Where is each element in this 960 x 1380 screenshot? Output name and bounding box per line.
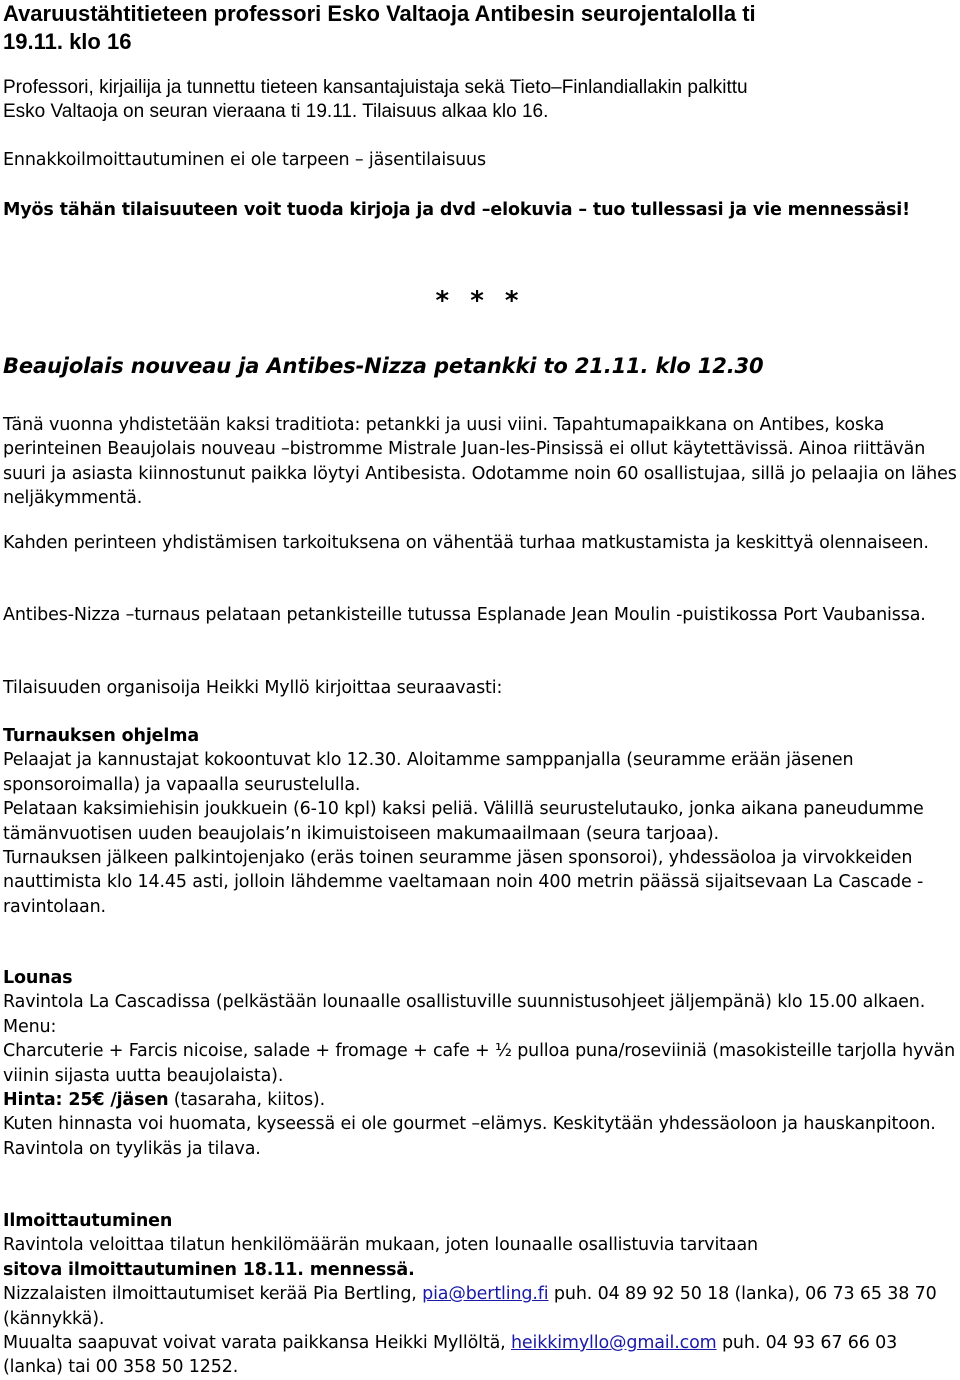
lunch-heading: Lounas xyxy=(3,968,73,988)
intro-line-1: Professori, kirjailija ja tunnettu tieteen kansantajuistaja sekä Tieto–Finlandiallakin palkittu xyxy=(3,77,748,98)
event-description-intro: Tänä vuonna yhdistetään kaksi traditiota: petankki ja uusi viini. xyxy=(3,415,548,435)
intro-paragraph xyxy=(3,76,958,125)
tournament-location: Antibes-Nizza –turnaus pelataan petankisteille tutussa Esplanade Jean Moulin -puistikossa Port Vaubanissa. xyxy=(3,605,926,625)
registration-heading: Ilmoittautuminen xyxy=(3,1211,173,1231)
menu-items: Charcuterie + Farcis nicoise, salade + fromage + cafe + ½ pulloa puna/roseviiniä (masokisteille tarjolla hyvän viinin sijasta uutta beaujolaista). xyxy=(3,1041,956,1086)
title-line-1: Avaruustähtitieteen professori Esko Valtaoja Antibesin seurojentalolla ti xyxy=(3,1,756,26)
nice-contact-prefix: Nizzalaisten ilmoittautumiset kerää Pia Bertling, xyxy=(3,1284,423,1305)
section-separator: * * * xyxy=(435,286,525,316)
registration-deadline: sitova ilmoittautuminen 18.11. mennessä. xyxy=(3,1259,415,1280)
title-line-2: 19.11. klo 16 xyxy=(3,29,132,54)
lunch-section xyxy=(3,966,958,1161)
lunch-info: Ravintola La Cascadissa (pelkästään lounaalle osallistuville suunnistusohjeet jäljempänä) klo 15.00 alkaen. xyxy=(3,992,926,1013)
pia-email-link[interactable]: pia@bertling.fi xyxy=(422,1284,549,1305)
organizer-intro: Tilaisuuden organisoija Heikki Myllö kirjoittaa seuraavasti: xyxy=(3,678,503,698)
other-contact-prefix: Muualta saapuvat voivat varata paikkansa Heikki Myllöltä, xyxy=(3,1333,511,1354)
purpose-paragraph: Kahden perinteen yhdistämisen tarkoituksena on vähentää turhaa matkustamista ja keskittyä olennaiseen. xyxy=(3,533,929,553)
program-section xyxy=(3,724,958,919)
price-label: Hinta: 25€ /jäsen xyxy=(3,1090,169,1111)
program-gathering: Pelaajat ja kannustajat kokoontuvat klo 12.30. Aloitamme samppanjalla (seuramme erään jäsenen sponsoroimalla) ja vapaalla seurustelulla. xyxy=(3,750,854,795)
heikki-email-link[interactable]: heikkimyllo@gmail.com xyxy=(510,1333,717,1354)
registration-info: Ravintola veloittaa tilatun henkilömäärän mukaan, joten lounaalle osallistuvia tarvitaan xyxy=(3,1235,758,1256)
event-description-venue: Tapahtumapaikkana on Antibes, koska perinteinen Beaujolais nouveau –bistromme Mistrale Juan-les-Pinsissä ei ollut käytettävissä. Ainoa riittävän suuri ja asiasta kiinnostunut paikka löytyi Antibesista. Odotamme noin 60 osallistujaa, sillä jo pelaajia on lähes neljäkymmentä. xyxy=(3,415,957,509)
nice-contact-phone: puh. 04 89 92 50 18 (lanka), 06 73 65 38 70 (kännykkä). xyxy=(3,1284,937,1329)
intro-line-2: Esko Valtaoja on seuran vieraana ti 19.11. Tilaisuus alkaa klo 16. xyxy=(3,101,549,123)
menu-label: Menu: xyxy=(3,1016,57,1037)
price-note: (tasaraha, kiitos). xyxy=(168,1090,326,1111)
registration-note: Ennakkoilmoittautuminen ei ole tarpeen – jäsentilaisuus xyxy=(3,150,486,170)
registration-section xyxy=(3,1209,958,1380)
article-title xyxy=(3,0,958,56)
event-description xyxy=(3,413,958,511)
lunch-remarks: Kuten hinnasta voi huomata, kyseessä ei ole gourmet –elämys. Keskitytään yhdessäoloon ja hauskanpitoon. Ravintola on tyylikäs ja tilava. xyxy=(3,1114,936,1159)
other-contact-phone: puh. 04 93 67 66 03 (lanka) tai 00 358 50 1252. xyxy=(3,1333,898,1378)
section-heading: Beaujolais nouveau ja Antibes-Nizza petankki to 21.11. klo 12.30 xyxy=(3,354,764,378)
program-prizes: Turnauksen jälkeen palkintojenjako (eräs toinen seuramme jäsen sponsoroi), yhdessäoloa ja virvokkeiden nauttimista klo 14.45 asti, jolloin lähdemme vaeltamaan noin 400 metrin päässä sijaitsevaan La Cascade -ravintolaan. xyxy=(3,848,924,917)
program-heading: Turnauksen ohjelma xyxy=(3,726,199,746)
books-note: Myös tähän tilaisuuteen voit tuoda kirjoja ja dvd –elokuvia – tuo tullessasi ja vie mennessäsi! xyxy=(3,200,910,220)
program-games: Pelataan kaksimiehisin joukkuein (6-10 kpl) kaksi peliä. Välillä seurustelutauko, jonka aikana paneudumme tämänvuotisen uuden beaujolais’n ikimuistoiseen makumaailmaan (seura tarjoaa). xyxy=(3,799,924,844)
